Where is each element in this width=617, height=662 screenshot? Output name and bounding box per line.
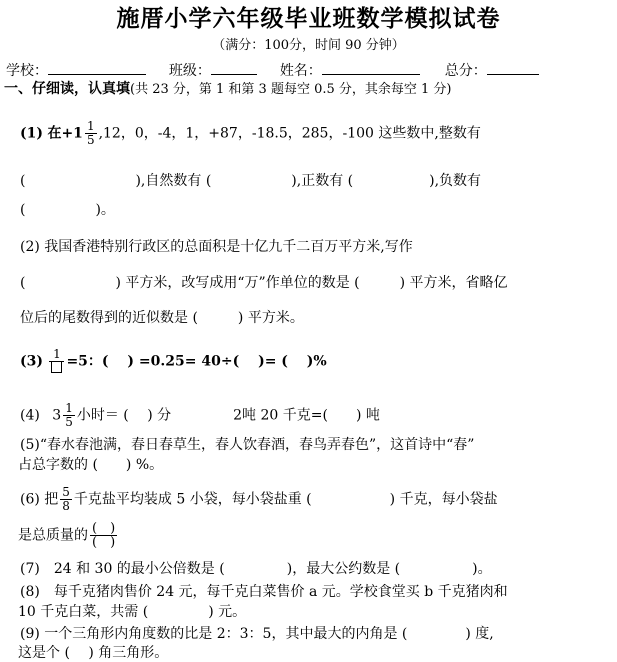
q4-part2: 2吨 20 千克=( ) 吨 <box>233 407 380 424</box>
q7-lcm-label: (7) 24 和 30 的最小公倍数是 ( <box>20 561 225 577</box>
section1-note: (共 23 分，第 1 和第 3 题每空 0.5 分，其余每空 1 分) <box>130 82 452 97</box>
q3-frac-bottom-blank[interactable] <box>49 362 64 375</box>
q6-frac-bottom: 8 <box>62 499 70 513</box>
q1-number: (1) <box>20 125 43 142</box>
q1-blank4-open: ( <box>20 202 26 218</box>
q5-line2: 占总字数的 ( ) %。 <box>18 457 164 473</box>
q7-gcd-label: )，最大公约数是 ( <box>286 561 401 577</box>
q4-number: (4) <box>20 407 40 424</box>
q4-whole: 3 <box>52 407 62 424</box>
q4-line <box>20 402 380 429</box>
section1-heading-row <box>4 80 452 99</box>
q8-line2 <box>18 603 246 621</box>
q6-lead: (6) 把 <box>20 491 59 508</box>
q2-wan-label: ) 平方米，改写成用“万”作单位的数是 ( <box>115 275 360 291</box>
q4-part1: 小时＝ ( ) 分 <box>76 407 172 424</box>
q3-equation: =5：( ) =0.25= 40÷( )= ( )% <box>66 353 327 370</box>
q6-frac-top: 5 <box>62 485 70 499</box>
q3-number: (3) <box>20 353 43 370</box>
q1-mixed-sign: +1 <box>61 125 83 142</box>
q6-line1 <box>20 486 498 513</box>
class-field[interactable] <box>211 60 257 75</box>
q1-frac-bottom: 5 <box>86 133 95 147</box>
q1-positive-label: ),正数有 ( <box>291 173 354 189</box>
score-field[interactable] <box>487 60 539 75</box>
q3-line <box>20 348 327 375</box>
q1-lead: 在 <box>47 125 62 142</box>
q1-natural-label: ),自然数有 ( <box>135 173 212 189</box>
q2-yi-label: ) 平方米，省略亿 <box>399 275 508 291</box>
class-label: 班级： <box>168 63 211 79</box>
name-field[interactable] <box>322 60 420 75</box>
q1-line2 <box>20 172 481 190</box>
q9-text: (9) 一个三角形内角度数的比是 2：3：5，其中最大的内角是 ( <box>20 626 408 642</box>
q4-frac-top: 1 <box>65 401 73 415</box>
q7-line <box>20 560 492 578</box>
q1-line3-end: )。 <box>95 202 115 218</box>
q8-line2-end: ) 元。 <box>208 604 247 620</box>
score-label: 总分： <box>444 63 487 79</box>
q9-line2: 这是个 ( ) 角三角形。 <box>18 645 169 661</box>
q1-blank1-open: ( <box>20 173 26 189</box>
q6-text: 千克盐平均装成 5 小袋，每小袋盐重 ( <box>73 491 312 508</box>
q4-fraction <box>63 402 75 429</box>
q2-line3-end: ) 平方米。 <box>237 310 304 326</box>
q6-line2 <box>18 522 119 549</box>
q2-line3 <box>20 309 304 327</box>
q1-fraction <box>85 120 97 147</box>
q3-frac-top: 1 <box>49 348 64 362</box>
q2-line1: (2) 我国香港特别行政区的总面积是十亿九千二百万平方米,写作 <box>20 239 413 255</box>
q6-line1-end: ) 千克，每小袋盐 <box>389 491 498 508</box>
q8-line1: (8) 每千克猪肉售价 24 元，每千克白菜售价 a 元。学校食堂买 b 千克猪肉和 <box>20 584 508 600</box>
q6-line2-text: 是总质量的 <box>18 527 88 544</box>
q1-line1 <box>20 120 481 147</box>
header-row <box>6 60 539 80</box>
q9-line1 <box>20 625 494 643</box>
q2-line2 <box>20 274 508 292</box>
q1-negative-label: ),负数有 <box>429 173 482 189</box>
q3-fraction <box>49 348 64 375</box>
q6-fraction-blank[interactable]: $\frac{( )}{( )}$ <box>92 521 116 550</box>
page-title: 施厝小学六年级毕业班数学模拟试卷 <box>116 5 501 32</box>
q4-frac-bottom: 5 <box>65 415 73 429</box>
q1-line3 <box>20 201 115 219</box>
q8-line2-text: 10 千克白菜，共需 ( <box>18 604 149 620</box>
q2-blank1-open: ( <box>20 275 26 291</box>
q7-end: )。 <box>472 561 492 577</box>
q5-line1: (5)“春水春池满，春日春草生，春人饮春酒，春鸟弄春色”，这首诗中“春” <box>20 437 475 453</box>
q6-fraction <box>60 486 72 513</box>
q1-numbers: ,12，0，-4，1，+87，-18.5，285，-100 这些数中,整数有 <box>98 125 481 142</box>
name-label: 姓名： <box>279 63 322 79</box>
school-label: 学校： <box>6 63 48 79</box>
q2-approx-label: 位后的尾数得到的近似数是 ( <box>20 310 198 326</box>
section1-heading: 一、仔细读，认真填 <box>4 81 130 97</box>
page-subtitle: （满分：100分，时间 90 分钟） <box>212 38 405 53</box>
school-field[interactable] <box>48 60 146 75</box>
q1-frac-top: 1 <box>86 119 95 133</box>
q9-line1-end: ) 度, <box>465 626 494 642</box>
